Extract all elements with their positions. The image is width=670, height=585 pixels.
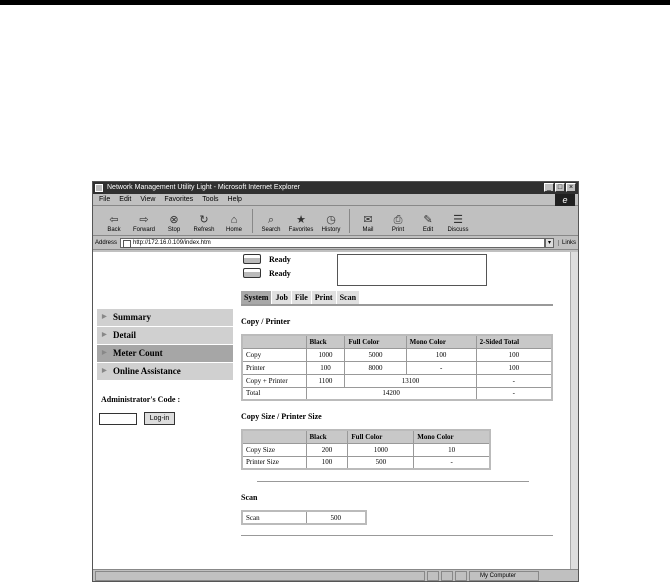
- row-label: Total: [242, 387, 306, 400]
- menu-view[interactable]: View: [140, 196, 156, 203]
- copy-size-table: [241, 429, 491, 470]
- page-viewport: [93, 252, 578, 570]
- table-row: [242, 387, 552, 400]
- history-icon: ◷: [326, 214, 336, 226]
- address-input[interactable]: http://172.16.0.109/index.htm: [120, 238, 545, 248]
- admin-code-input[interactable]: [99, 413, 137, 425]
- table-cell: -: [414, 456, 490, 469]
- device-status-text: Ready: [269, 254, 291, 264]
- menu-bar: [93, 194, 578, 206]
- address-bar: [93, 236, 578, 250]
- address-label: Address: [95, 239, 118, 246]
- status-cell: [441, 571, 453, 581]
- table-cell: 8000: [345, 361, 406, 374]
- print-button[interactable]: ⎙ Print: [391, 214, 405, 233]
- scan-table: [241, 510, 367, 525]
- status-cell: [427, 571, 439, 581]
- search-icon: ⌕: [267, 214, 275, 226]
- sidebar-item-meter-count[interactable]: ▶ Meter Count: [97, 345, 233, 362]
- menu-file[interactable]: File: [99, 196, 111, 203]
- mail-button[interactable]: ✉ Mail: [362, 214, 374, 233]
- admin-code-label: Administrator's Code :: [101, 395, 181, 404]
- table-header-row: [242, 430, 490, 443]
- table-cell: 1100: [306, 374, 345, 387]
- stop-icon: ⊗: [169, 214, 179, 226]
- table-cell: 100: [476, 348, 552, 361]
- table-cell: 100: [476, 361, 552, 374]
- maximize-button[interactable]: □: [555, 183, 565, 192]
- print-icon: ⎙: [393, 214, 403, 226]
- table-cell: -: [476, 374, 552, 387]
- tab-scan[interactable]: Scan: [337, 291, 359, 304]
- copy-printer-table: [241, 334, 553, 401]
- table-header: Full Color: [348, 430, 414, 443]
- tab-print[interactable]: Print: [312, 291, 336, 304]
- search-button[interactable]: ⌕ Search: [261, 214, 281, 233]
- ie-logo-icon: e: [555, 194, 575, 206]
- copy-size-title: Copy Size / Printer Size: [241, 412, 322, 421]
- table-cell: 5000: [345, 348, 406, 361]
- divider: [241, 535, 553, 536]
- table-header: Full Color: [345, 335, 406, 348]
- row-label: Copy + Printer: [242, 374, 306, 387]
- table-cell: 200: [306, 443, 348, 456]
- links-button[interactable]: Links: [558, 240, 576, 246]
- favorites-button[interactable]: ★ Favorites: [288, 214, 314, 233]
- row-label: Scan: [242, 511, 306, 524]
- title-bar: [93, 182, 578, 194]
- scan-title: Scan: [241, 493, 258, 502]
- table-cell: -: [406, 361, 476, 374]
- main-content: [241, 252, 553, 536]
- home-icon: ⌂: [230, 214, 238, 226]
- refresh-icon: ↻: [199, 214, 209, 226]
- table-row: [242, 511, 366, 524]
- table-cell: 13100: [345, 374, 476, 387]
- table-header: Mono Color: [414, 430, 490, 443]
- toolbar-separator: [349, 209, 350, 233]
- table-cell: 1000: [348, 443, 414, 456]
- browser-window: [92, 181, 579, 582]
- message-box: [337, 254, 487, 286]
- table-row: [242, 443, 490, 456]
- menu-favorites[interactable]: Favorites: [164, 196, 194, 203]
- status-cell: [455, 571, 467, 581]
- mail-icon: ✉: [363, 214, 373, 226]
- edit-icon: ✎: [423, 214, 433, 226]
- toolbar: [93, 206, 578, 236]
- divider: [257, 481, 529, 482]
- login-button[interactable]: Log-in: [144, 412, 175, 425]
- table-header: Black: [306, 430, 348, 443]
- row-label: Printer Size: [242, 456, 306, 469]
- table-header-row: [242, 335, 552, 348]
- edit-button[interactable]: ✎ Edit: [422, 214, 434, 233]
- back-arrow-icon: ⇦: [109, 214, 119, 226]
- vertical-scrollbar[interactable]: [570, 252, 578, 570]
- sidebar-item-online-assistance[interactable]: ▶ Online Assistance: [97, 363, 233, 380]
- forward-arrow-icon: ⇨: [139, 214, 149, 226]
- toolbar-separator: [252, 209, 253, 233]
- table-cell: 10: [414, 443, 490, 456]
- refresh-button[interactable]: ↻ Refresh: [193, 214, 215, 233]
- back-button[interactable]: ⇦ Back: [107, 214, 121, 233]
- table-row: [242, 361, 552, 374]
- table-cell: 14200: [306, 387, 476, 400]
- printer-icon: [243, 268, 261, 278]
- table-header: Mono Color: [406, 335, 476, 348]
- sidebar-item-detail[interactable]: ▶ Detail: [97, 327, 233, 344]
- menu-edit[interactable]: Edit: [119, 196, 132, 203]
- table-cell: 100: [406, 348, 476, 361]
- menu-tools[interactable]: Tools: [202, 196, 219, 203]
- device-status-text: Ready: [269, 268, 291, 278]
- tab-system[interactable]: System: [241, 291, 271, 304]
- favorites-icon: ★: [296, 214, 306, 226]
- tab-bar: [241, 291, 553, 306]
- zone-indicator: My Computer: [469, 571, 539, 581]
- table-cell: 500: [306, 511, 366, 524]
- tab-job[interactable]: Job: [272, 291, 290, 304]
- printer-icon: [243, 254, 261, 264]
- table-cell: 1000: [306, 348, 345, 361]
- row-label: Copy: [242, 348, 306, 361]
- menu-help[interactable]: Help: [227, 196, 242, 203]
- table-cell: 100: [306, 456, 348, 469]
- history-button[interactable]: ◷ History: [321, 214, 341, 233]
- forward-button[interactable]: ⇨ Forward: [132, 214, 155, 233]
- table-cell: -: [476, 387, 552, 400]
- row-label: Copy Size: [242, 443, 306, 456]
- table-row: [242, 456, 490, 469]
- tab-file[interactable]: File: [292, 291, 311, 304]
- status-bar: [93, 569, 578, 581]
- close-button[interactable]: ×: [566, 183, 576, 192]
- sidebar-item-summary[interactable]: ▶ Summary: [97, 309, 233, 326]
- table-row: [242, 374, 552, 387]
- table-cell: 500: [348, 456, 414, 469]
- table-header-empty: [242, 430, 306, 443]
- table-row: [242, 348, 552, 361]
- discuss-icon: ☰: [453, 214, 463, 226]
- page-top-rule: [0, 0, 670, 5]
- stop-button[interactable]: ⊗ Stop: [167, 214, 181, 233]
- ie-app-icon: [95, 184, 103, 192]
- address-dropdown-button[interactable]: ▾: [545, 238, 554, 248]
- table-header: Black: [306, 335, 345, 348]
- home-button[interactable]: ⌂ Home: [225, 214, 242, 233]
- copy-printer-title: Copy / Printer: [241, 317, 291, 326]
- table-cell: 100: [306, 361, 345, 374]
- window-title: Network Management Utility Light - Microsoft Internet Explorer: [107, 184, 300, 191]
- status-text-area: [95, 571, 425, 581]
- table-header-empty: [242, 335, 306, 348]
- row-label: Printer: [242, 361, 306, 374]
- table-header: 2-Sided Total: [476, 335, 552, 348]
- discuss-button[interactable]: ☰ Discuss: [447, 214, 469, 233]
- minimize-button[interactable]: _: [544, 183, 554, 192]
- sidebar: [97, 309, 233, 425]
